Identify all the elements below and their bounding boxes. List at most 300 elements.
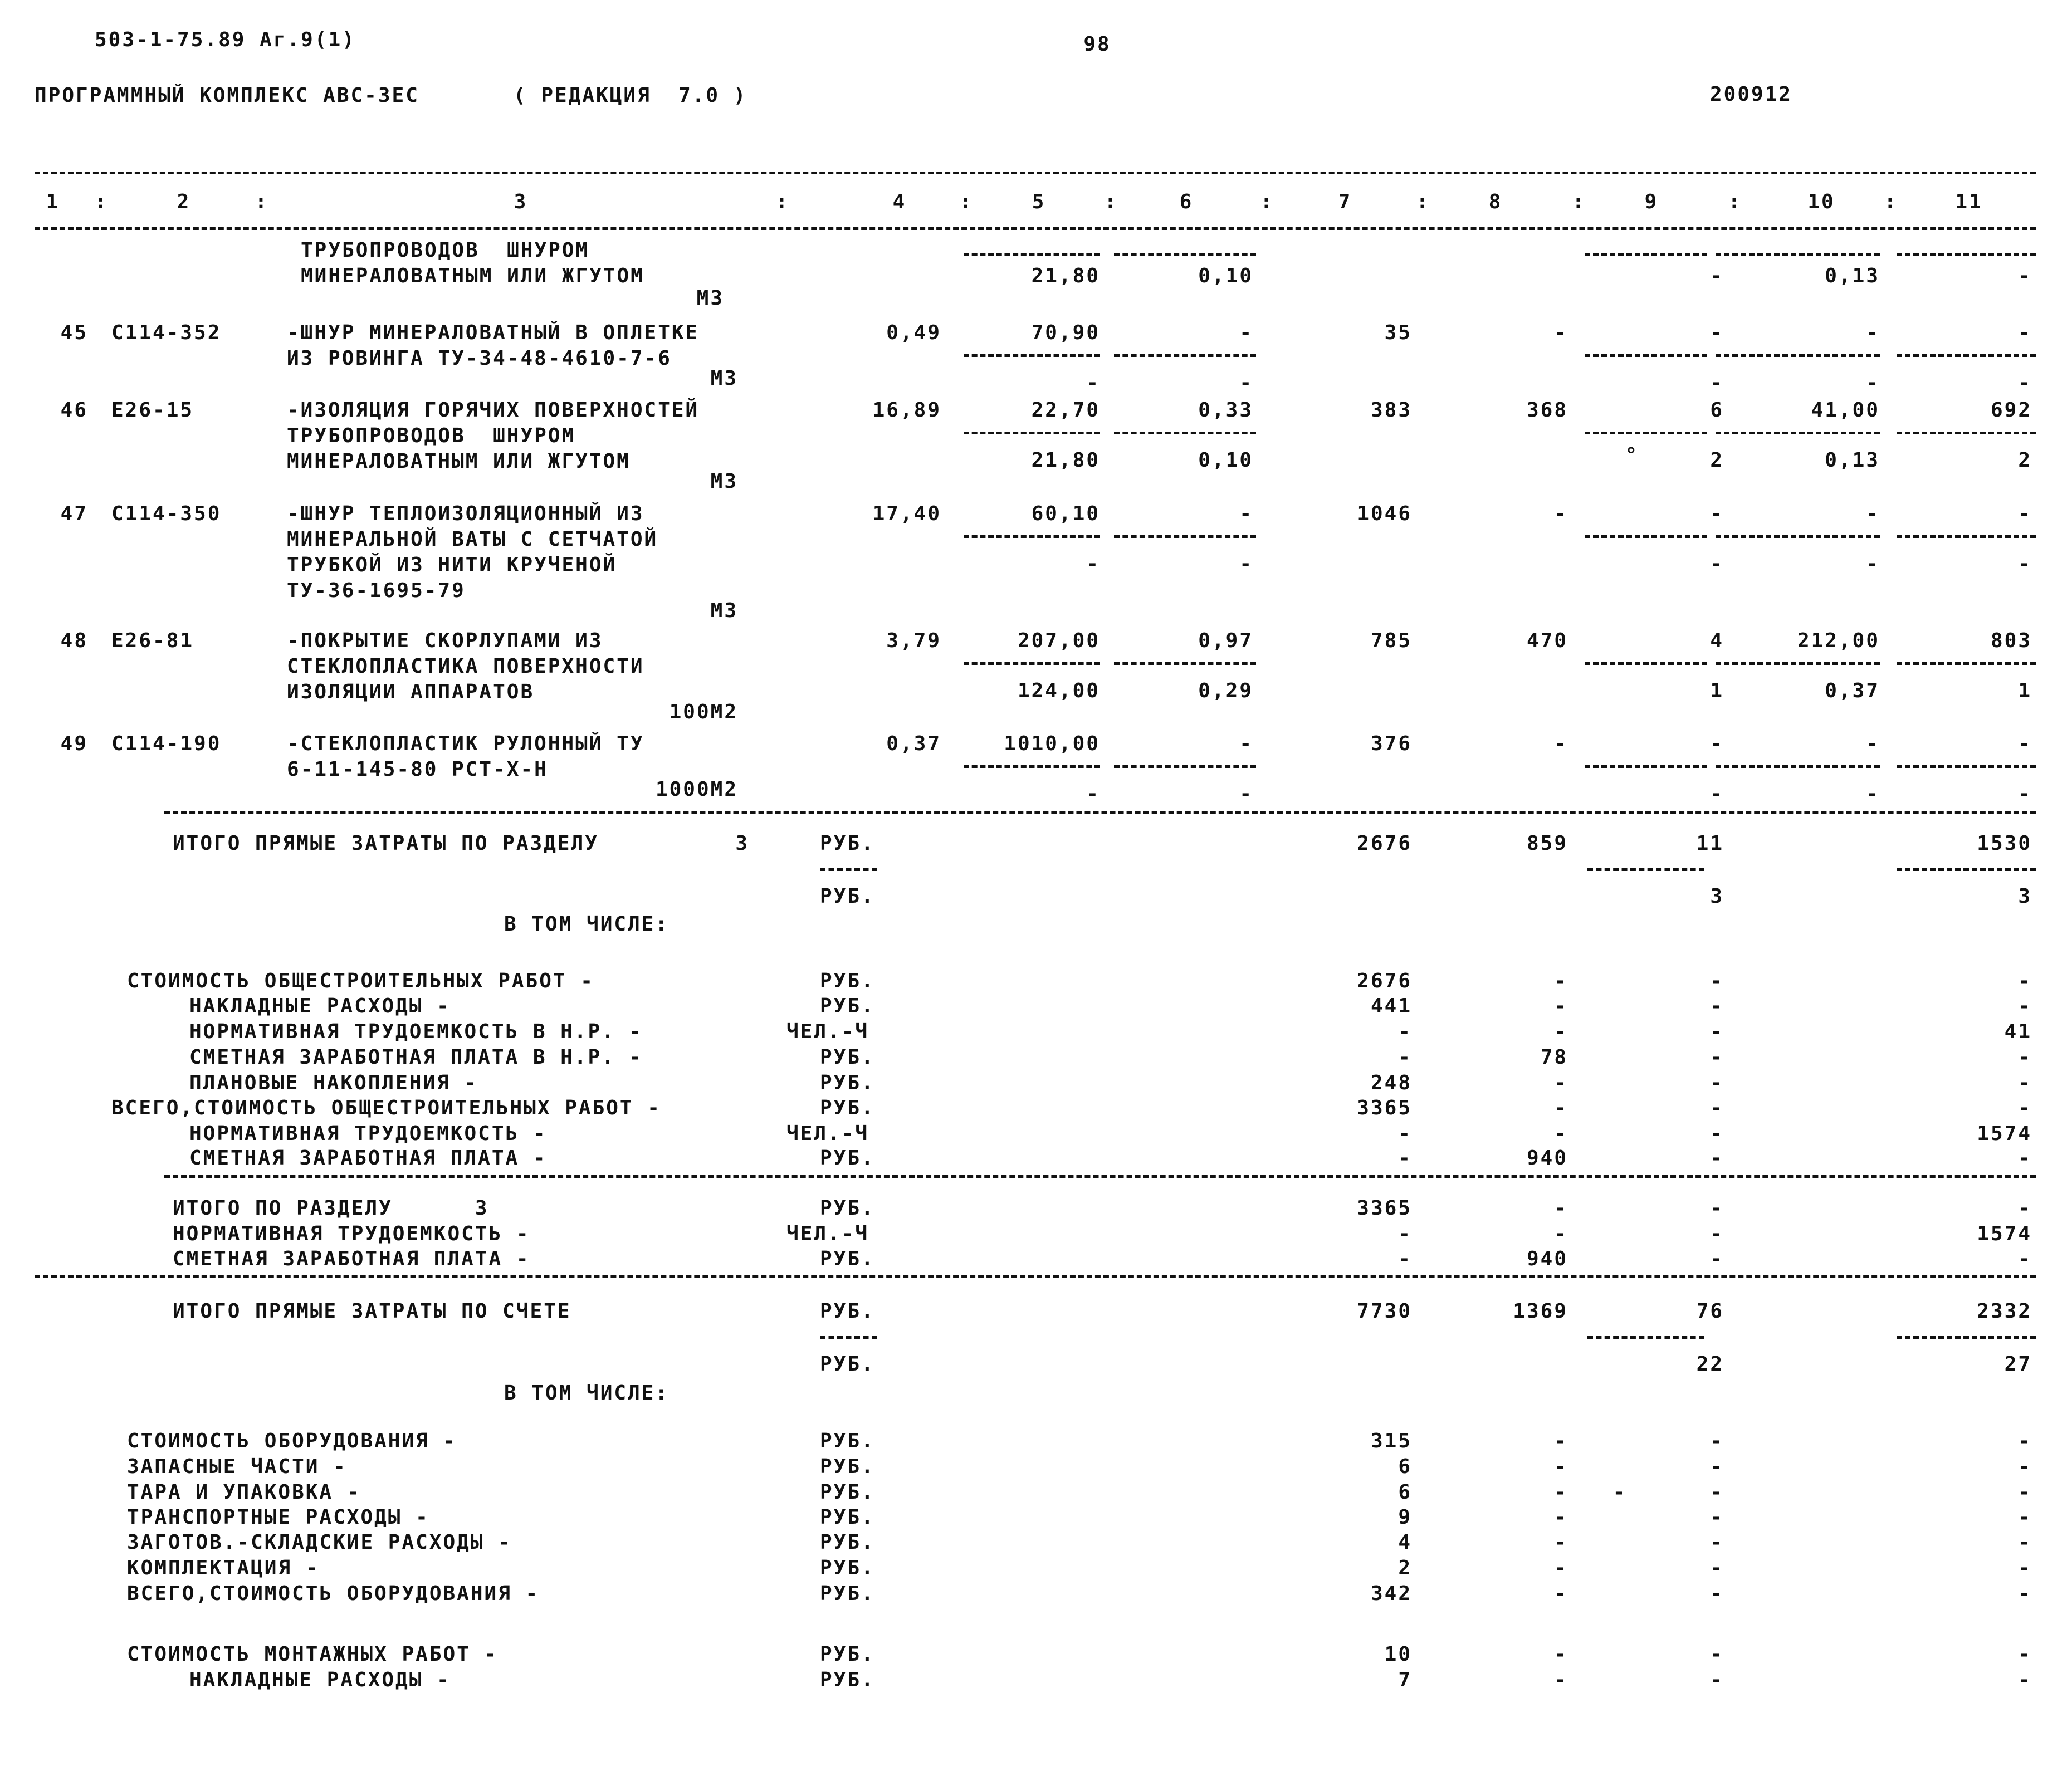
cell-c7: 35: [1384, 321, 1412, 344]
section-total-rule: [164, 811, 2036, 814]
unit-label: 1000М2: [655, 778, 738, 801]
summary-row-label: ТАРА И УПАКОВКА -: [127, 1481, 361, 1504]
cell-c8: 859: [1526, 832, 1568, 855]
summary-row-label: НОРМАТИВНАЯ ТРУДОЕМКОСТЬ -: [173, 1222, 530, 1245]
cell-c8: 368: [1526, 399, 1568, 422]
cell-c9: -: [1710, 502, 1724, 525]
cell-c10-second: -: [1866, 371, 1880, 394]
sub-rule-c10: [1716, 765, 1880, 768]
cell-c9: -: [1710, 1455, 1724, 1478]
cell-c7: 2: [1398, 1557, 1412, 1579]
cell-c9: -: [1710, 1222, 1724, 1245]
cell-c11: -: [2018, 1531, 2032, 1554]
cell-c8: -: [1554, 1481, 1568, 1504]
unit-label: РУБ.: [820, 1147, 875, 1170]
cell-c10: 41,00: [1811, 399, 1880, 422]
cell-c9: -: [1710, 1072, 1724, 1094]
column-separator: :: [94, 190, 109, 213]
item-description-line: -ИЗОЛЯЦИЯ ГОРЯЧИХ ПОВЕРХНОСТЕЙ: [287, 399, 700, 422]
unit-label: РУБ.: [820, 1531, 875, 1554]
cell-c11-second: 3: [2018, 885, 2032, 908]
cell-c11: -: [2018, 1669, 2032, 1691]
cell-c9: 4: [1710, 629, 1724, 652]
cell-c10-second: 0,37: [1825, 679, 1880, 702]
cell-c6: -: [1239, 502, 1253, 525]
including-label: В ТОМ ЧИСЛЕ:: [504, 913, 670, 936]
cell-c8: -: [1554, 1222, 1568, 1245]
cell-c11-second: 1: [2018, 679, 2032, 702]
cell-c9: -: [1710, 1481, 1724, 1504]
cell-c7: 3365: [1357, 1197, 1412, 1220]
cell-c7: -: [1398, 1046, 1412, 1069]
cell-c8: -: [1554, 1582, 1568, 1605]
item-number: 45: [60, 321, 88, 344]
cell-c9: -: [1710, 321, 1724, 344]
cell-c8: -: [1554, 1430, 1568, 1452]
column-header-7: 7: [1338, 190, 1352, 213]
cell-c7: 441: [1370, 995, 1412, 1017]
cell-c7: -: [1398, 1122, 1412, 1145]
cell-c4: 0,49: [886, 321, 941, 344]
sub-rule-c10: [1716, 535, 1880, 538]
cell-c11: -: [2018, 1557, 2032, 1579]
cell-c6: -: [1239, 321, 1253, 344]
cell-c7: 248: [1370, 1072, 1412, 1094]
item-code: С114-190: [111, 732, 222, 755]
cell-c7: 7: [1398, 1669, 1412, 1691]
unit-rub: РУБ.: [820, 1353, 875, 1376]
cell-c8: 940: [1526, 1247, 1568, 1270]
cell-c5: 22,70: [1031, 399, 1100, 422]
cell-c7: 9: [1398, 1506, 1412, 1529]
cell-c9-second: 1: [1710, 679, 1724, 702]
unit-label: РУБ.: [820, 970, 875, 992]
cell-c7: 6: [1398, 1481, 1412, 1504]
unit-label: М3: [696, 287, 724, 310]
cell-c9: -: [1710, 1506, 1724, 1529]
item-code: Е26-15: [111, 399, 194, 422]
unit-label: ЧЕЛ.-Ч: [786, 1222, 869, 1245]
cell-c5-second: 21,80: [1031, 449, 1100, 472]
cell-c9: -: [1710, 1097, 1724, 1119]
cell-c7: 315: [1370, 1430, 1412, 1452]
unit-label: РУБ.: [820, 1097, 875, 1119]
sub-rule-c10: [1716, 253, 1880, 256]
cell-c11: -: [2018, 265, 2032, 287]
cell-c8: -: [1554, 995, 1568, 1017]
item-code: Е26-81: [111, 629, 194, 652]
cell-c8: -: [1554, 1506, 1568, 1529]
cell-c4: 17,40: [872, 502, 941, 525]
cell-c11: -: [2018, 1455, 2032, 1478]
column-separator: :: [1260, 190, 1274, 213]
cell-c9: -: [1710, 265, 1724, 287]
cell-c5: 60,10: [1031, 502, 1100, 525]
sub-rule-c6: [1114, 253, 1256, 256]
cell-c9: 6: [1710, 399, 1724, 422]
sub-rule-c5: [964, 535, 1100, 538]
sub-rule-c9: [1585, 662, 1707, 665]
item-description-line: МИНЕРАЛЬНОЙ ВАТЫ С СЕТЧАТОЙ: [287, 528, 658, 551]
cell-c10: 212,00: [1797, 629, 1880, 652]
sub-rule-c11: [1897, 535, 2036, 538]
cell-c9-second: -: [1710, 552, 1724, 575]
sub-rule-c5: [964, 765, 1100, 768]
estimate-total-label: ИТОГО ПРЯМЫЕ ЗАТРАТЫ ПО СЧЕТЕ: [173, 1300, 571, 1323]
unit-label: РУБ.: [820, 995, 875, 1017]
cell-c9: -: [1710, 1643, 1724, 1666]
cell-c11-second: -: [2018, 782, 2032, 805]
summary-row-label: КОМПЛЕКТАЦИЯ -: [127, 1557, 320, 1579]
unit-rub: РУБ.: [820, 1300, 875, 1323]
sub-rule-c11: [1897, 1336, 2036, 1339]
cell-c8: -: [1554, 1197, 1568, 1220]
cell-c11: -: [2018, 1643, 2032, 1666]
including-label: В ТОМ ЧИСЛЕ:: [504, 1382, 670, 1405]
cell-c6: 0,33: [1198, 399, 1253, 422]
cell-c11: -: [2018, 970, 2032, 992]
cell-c9-second: -: [1710, 371, 1724, 394]
item-number: 48: [60, 629, 88, 652]
cell-c8: -: [1554, 1072, 1568, 1094]
summary-row-label: НАКЛАДНЫЕ РАСХОДЫ -: [189, 995, 451, 1017]
item-description-line: -ШНУР МИНЕРАЛОВАТНЫЙ В ОПЛЕТКЕ: [287, 321, 700, 344]
page-number: 98: [1083, 33, 1111, 56]
cell-c8: -: [1554, 1122, 1568, 1145]
summary-row-label: НОРМАТИВНАЯ ТРУДОЕМКОСТЬ В Н.Р. -: [189, 1020, 643, 1043]
cell-c6-second: -: [1239, 371, 1253, 394]
cell-c7: 383: [1370, 399, 1412, 422]
item-description-line: ТУ-36-1695-79: [287, 579, 466, 602]
cell-c6: 0,10: [1198, 265, 1253, 287]
cell-c9: -: [1710, 1557, 1724, 1579]
section-final-rule: [35, 1275, 2036, 1278]
sub-rule-c6: [1114, 354, 1256, 357]
section-number: 3: [735, 832, 749, 855]
summary-row-label: СТОИМОСТЬ МОНТАЖНЫХ РАБОТ -: [127, 1643, 499, 1666]
cell-c10: -: [1866, 502, 1880, 525]
cell-c8: 78: [1540, 1046, 1568, 1069]
sub-rule-c9: [1585, 354, 1707, 357]
cell-c11: 1574: [1977, 1122, 2032, 1145]
unit-label: ЧЕЛ.-Ч: [786, 1020, 869, 1043]
cell-c7: 2676: [1357, 832, 1412, 855]
column-header-5: 5: [1032, 190, 1046, 213]
cell-c11: -: [2018, 1430, 2032, 1452]
cell-c9: -: [1710, 995, 1724, 1017]
cell-c5-second: -: [1086, 371, 1100, 394]
item-code: С114-352: [111, 321, 222, 344]
item-description-line: -СТЕКЛОПЛАСТИК РУЛОННЫЙ ТУ: [287, 732, 644, 755]
cell-c10: -: [1866, 732, 1880, 755]
item-description-line: -ШНУР ТЕПЛОИЗОЛЯЦИОННЫЙ ИЗ: [287, 502, 644, 525]
item-number: 47: [60, 502, 88, 525]
sub-rule-c11: [1897, 868, 2036, 871]
sub-rule-c10: [1716, 432, 1880, 434]
cell-c9: -: [1710, 1122, 1724, 1145]
cell-c7: 785: [1370, 629, 1412, 652]
cell-c7: 7730: [1357, 1300, 1412, 1323]
unit-label: РУБ.: [820, 1557, 875, 1579]
sub-rule-c6: [1114, 535, 1256, 538]
sub-rule-c11: [1897, 765, 2036, 768]
item-description-line: ТРУБОПРОВОДОВ ШНУРОМ: [301, 239, 590, 262]
cell-c6: -: [1239, 732, 1253, 755]
sub-rule-c5: [964, 354, 1100, 357]
cell-c7: 4: [1398, 1531, 1412, 1554]
summary-row-label: СМЕТНАЯ ЗАРАБОТНАЯ ПЛАТА -: [173, 1247, 530, 1270]
summary-row-label: ИТОГО ПО РАЗДЕЛУ 3: [173, 1197, 489, 1220]
header-bottom-rule: [35, 227, 2036, 230]
cell-c5-second: 124,00: [1017, 679, 1100, 702]
cell-c8: -: [1554, 970, 1568, 992]
cell-c11: -: [2018, 1247, 2032, 1270]
cell-c8: -: [1554, 502, 1568, 525]
cell-c11: -: [2018, 1097, 2032, 1119]
cell-c8: -: [1554, 1455, 1568, 1478]
item-description-line: МИНЕРАЛОВАТНЫМ ИЛИ ЖГУТОМ: [287, 450, 631, 473]
cell-c5: 1010,00: [1004, 732, 1100, 755]
cell-c11: -: [2018, 1506, 2032, 1529]
cell-c8: -: [1554, 1557, 1568, 1579]
cell-c11: -: [2018, 1147, 2032, 1170]
unit-underline: [820, 1336, 877, 1339]
cell-c11-second: -: [2018, 552, 2032, 575]
cell-c4: 16,89: [872, 399, 941, 422]
cell-c5: 21,80: [1031, 265, 1100, 287]
document-code: 503-1-75.89 Аг.9(1): [95, 28, 356, 51]
cell-c9-second: 22: [1696, 1353, 1724, 1376]
column-separator: :: [1572, 190, 1586, 213]
cell-c9: -: [1710, 1531, 1724, 1554]
unit-label: РУБ.: [820, 1506, 875, 1529]
cell-c9: -: [1710, 1147, 1724, 1170]
item-number: 46: [60, 399, 88, 422]
cell-c8: -: [1554, 1020, 1568, 1043]
summary-row-label: ЗАГОТОВ.-СКЛАДСКИЕ РАСХОДЫ -: [127, 1531, 512, 1554]
unit-label: РУБ.: [820, 1247, 875, 1270]
cell-c11-second: -: [2018, 371, 2032, 394]
cell-c9: 11: [1696, 832, 1724, 855]
unit-label: РУБ.: [820, 1046, 875, 1069]
sub-rule-c6: [1114, 662, 1256, 665]
column-header-10: 10: [1807, 190, 1835, 213]
cell-c5-second: -: [1086, 552, 1100, 575]
column-separator: :: [959, 190, 974, 213]
cell-c7: 10: [1384, 1643, 1412, 1666]
cell-c4: 3,79: [886, 629, 941, 652]
cell-c10: -: [1866, 321, 1880, 344]
cell-c10-second: 0,13: [1825, 449, 1880, 472]
summary-row-label: ВСЕГО,СТОИМОСТЬ ОБОРУДОВАНИЯ -: [127, 1582, 540, 1605]
cell-c11: 692: [1990, 399, 2032, 422]
sub-rule-c11: [1897, 432, 2036, 434]
item-description-line: 6-11-145-80 РСТ-Х-Н: [287, 758, 548, 781]
cell-c11-second: 27: [2004, 1353, 2032, 1376]
column-header-4: 4: [892, 190, 907, 213]
cell-c7: -: [1398, 1147, 1412, 1170]
unit-rub: РУБ.: [820, 832, 875, 855]
cell-c7: 6: [1398, 1455, 1412, 1478]
item-description-line: СТЕКЛОПЛАСТИКА ПОВЕРХНОСТИ: [287, 655, 644, 678]
stray-mark: -: [1612, 1481, 1627, 1504]
cell-c8: -: [1554, 732, 1568, 755]
item-number: 49: [60, 732, 88, 755]
column-header-8: 8: [1488, 190, 1503, 213]
cell-c11: 803: [1990, 629, 2032, 652]
cell-c6: 0,97: [1198, 629, 1253, 652]
sub-rule-c5: [964, 662, 1100, 665]
cell-c7: 376: [1370, 732, 1412, 755]
cell-c9: -: [1710, 1247, 1724, 1270]
cell-c8: 1369: [1513, 1300, 1568, 1323]
cell-c6-second: 0,10: [1198, 449, 1253, 472]
sub-rule-c10: [1716, 662, 1880, 665]
cell-c9: -: [1710, 1430, 1724, 1452]
unit-label: РУБ.: [820, 1643, 875, 1666]
column-header-11: 11: [1955, 190, 1983, 213]
summary-row-label: СТОИМОСТЬ ОБОРУДОВАНИЯ -: [127, 1430, 457, 1452]
unit-label: ЧЕЛ.-Ч: [786, 1122, 869, 1145]
cell-c9: -: [1710, 1669, 1724, 1691]
unit-label: М3: [710, 367, 738, 390]
cell-c11: 41: [2004, 1020, 2032, 1043]
cell-c8: -: [1554, 1643, 1568, 1666]
cell-c8: -: [1554, 1097, 1568, 1119]
cell-c7: -: [1398, 1247, 1412, 1270]
unit-label: РУБ.: [820, 1197, 875, 1220]
sub-rule-c9: [1587, 868, 1704, 871]
cell-c9-second: 3: [1710, 885, 1724, 908]
cell-c11: -: [2018, 502, 2032, 525]
summary-row-label: НАКЛАДНЫЕ РАСХОДЫ -: [189, 1669, 451, 1691]
cell-c10-second: -: [1866, 782, 1880, 805]
cell-c9: -: [1710, 1020, 1724, 1043]
sub-rule-c9: [1585, 765, 1707, 768]
cell-c9: -: [1710, 732, 1724, 755]
column-separator: :: [1728, 190, 1742, 213]
cell-c8: 470: [1526, 629, 1568, 652]
unit-label: РУБ.: [820, 1430, 875, 1452]
unit-label: РУБ.: [820, 1669, 875, 1691]
sub-rule-c6: [1114, 765, 1256, 768]
cell-c6-second: -: [1239, 782, 1253, 805]
item-description-line: МИНЕРАЛОВАТНЫМ ИЛИ ЖГУТОМ: [301, 265, 644, 287]
unit-label: 100М2: [669, 701, 738, 723]
section-total-label: ИТОГО ПРЯМЫЕ ЗАТРАТЫ ПО РАЗДЕЛУ: [173, 832, 599, 855]
cell-c9-second: 2: [1710, 449, 1724, 472]
unit-label: РУБ.: [820, 1455, 875, 1478]
sub-rule-c9: [1587, 1336, 1704, 1339]
cell-c6-second: 0,29: [1198, 679, 1253, 702]
item-code: С114-350: [111, 502, 222, 525]
item-description-line: ТРУБОПРОВОДОВ ШНУРОМ: [287, 424, 576, 447]
sub-rule-c9: [1585, 253, 1707, 256]
unit-label: РУБ.: [820, 1582, 875, 1605]
column-header-6: 6: [1179, 190, 1194, 213]
cell-c9: -: [1710, 970, 1724, 992]
cell-c9: -: [1710, 1197, 1724, 1220]
item-description-line: ИЗ РОВИНГА ТУ-34-48-4610-7-6: [287, 347, 672, 370]
cell-c8: -: [1554, 321, 1568, 344]
column-separator: :: [1104, 190, 1118, 213]
cell-c10-second: -: [1866, 552, 1880, 575]
cell-c5: 70,90: [1031, 321, 1100, 344]
cell-c11: 2332: [1977, 1300, 2032, 1323]
cell-c9: -: [1710, 1582, 1724, 1605]
column-header-9: 9: [1644, 190, 1659, 213]
column-header-1: 1: [46, 190, 60, 213]
summary-row-label: ТРАНСПОРТНЫЕ РАСХОДЫ -: [127, 1506, 429, 1529]
cell-c7: 2676: [1357, 970, 1412, 992]
cell-c11: -: [2018, 1072, 2032, 1094]
sub-rule-c9: [1585, 432, 1707, 434]
item-description-line: -ПОКРЫТИЕ СКОРЛУПАМИ ИЗ: [287, 629, 603, 652]
cell-c8: -: [1554, 1531, 1568, 1554]
item-description-line: ТРУБКОЙ ИЗ НИТИ КРУЧЕНОЙ: [287, 554, 617, 576]
cell-c5: 207,00: [1017, 629, 1100, 652]
cell-c9: 76: [1696, 1300, 1724, 1323]
summary-row-label: СТОИМОСТЬ ОБЩЕСТРОИТЕЛЬНЫХ РАБОТ -: [127, 970, 594, 992]
unit-label: РУБ.: [820, 1072, 875, 1094]
cell-c7: -: [1398, 1222, 1412, 1245]
cell-c6-second: -: [1239, 552, 1253, 575]
cell-c11: -: [2018, 321, 2032, 344]
cell-c11: -: [2018, 1481, 2032, 1504]
unit-label: РУБ.: [820, 1481, 875, 1504]
summary-row-label: ВСЕГО,СТОИМОСТЬ ОБЩЕСТРОИТЕЛЬНЫХ РАБОТ -: [111, 1097, 661, 1119]
program-title: ПРОГРАММНЫЙ КОМПЛЕКС АВС-ЗЕС: [35, 84, 419, 107]
sub-rule-c11: [1897, 662, 2036, 665]
program-code: 200912: [1710, 83, 1793, 106]
column-header-3: 3: [514, 190, 528, 213]
section-breakdown-rule: [164, 1175, 2036, 1178]
cell-c10: 0,13: [1825, 265, 1880, 287]
column-separator: :: [1416, 190, 1430, 213]
sub-rule-c11: [1897, 354, 2036, 357]
cell-c7: -: [1398, 1020, 1412, 1043]
cell-c9: -: [1710, 1046, 1724, 1069]
summary-row-label: ЗАПАСНЫЕ ЧАСТИ -: [127, 1455, 347, 1478]
column-header-2: 2: [177, 190, 191, 213]
cell-c11: 1574: [1977, 1222, 2032, 1245]
column-separator: :: [255, 190, 269, 213]
cell-c11: -: [2018, 1046, 2032, 1069]
cell-c4: 0,37: [886, 732, 941, 755]
sub-rule-c10: [1716, 354, 1880, 357]
summary-row-label: НОРМАТИВНАЯ ТРУДОЕМКОСТЬ -: [189, 1122, 547, 1145]
unit-label: М3: [710, 470, 738, 493]
cell-c8: -: [1554, 1669, 1568, 1691]
edition-label: ( РЕДАКЦИЯ 7.0 ): [514, 84, 747, 107]
cell-c11-second: 2: [2018, 449, 2032, 472]
cell-c7: 3365: [1357, 1097, 1412, 1119]
cell-c9-second: -: [1710, 782, 1724, 805]
sub-rule-c5: [964, 253, 1100, 256]
summary-row-label: СМЕТНАЯ ЗАРАБОТНАЯ ПЛАТА В Н.Р. -: [189, 1046, 643, 1069]
unit-label: М3: [710, 599, 738, 622]
summary-row-label: СМЕТНАЯ ЗАРАБОТНАЯ ПЛАТА -: [189, 1147, 547, 1170]
cell-c5-second: -: [1086, 782, 1100, 805]
header-top-rule: [35, 172, 2036, 174]
stray-mark: °: [1625, 444, 1639, 467]
cell-c8: 940: [1526, 1147, 1568, 1170]
cell-c11: -: [2018, 995, 2032, 1017]
cell-c11: 1530: [1977, 832, 2032, 855]
sub-rule-c9: [1585, 535, 1707, 538]
summary-row-label: ПЛАНОВЫЕ НАКОПЛЕНИЯ -: [189, 1072, 478, 1094]
sub-rule-c5: [964, 432, 1100, 434]
